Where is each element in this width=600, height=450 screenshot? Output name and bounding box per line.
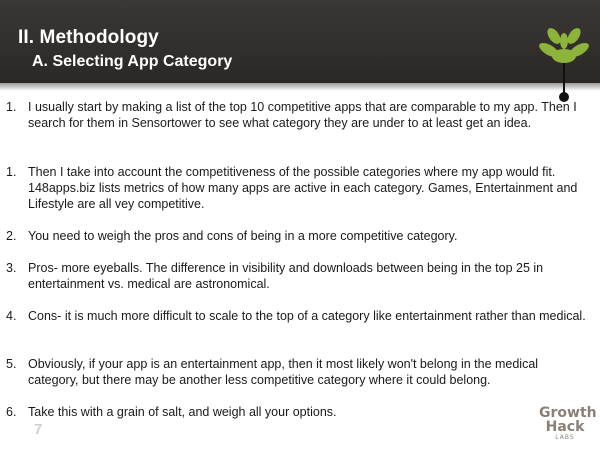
item-text: Cons- it is much more difficult to scale to the top of a category like entertainment rather than medical. (28, 309, 586, 323)
brand-line-hack: Hack (545, 419, 585, 435)
sprout-icon (536, 26, 594, 104)
item-number: 2. (6, 229, 17, 243)
item-number: 6. (6, 405, 17, 419)
item-text: I usually start by making a list of the top 10 competitive apps that are comparable to my app. Then I search for them in Sensortower to see what category they are under to at least get an idea. (28, 100, 577, 130)
item-number: 1. (6, 100, 17, 114)
item-text: Obviously, if your app is an entertainment app, then it most likely won't belong in the medical category, but there may be another less competitive category where it could belong. (28, 357, 539, 387)
item-text: You need to weigh the pros and cons of being in a more competitive category. (28, 229, 458, 243)
item-text: Then I take into account the competitiveness of the possible categories where my app would fit. 148apps.biz lists metrics of how many apps are active in each category. Games, Entertainment and Lifestyle are all vey competitive. (28, 165, 578, 211)
item-text: Take this with a grain of salt, and weigh all your options. (28, 405, 337, 419)
item-number: 5. (6, 357, 17, 371)
item-text: Pros- more eyeballs. The difference in visibility and downloads between being in the top 25 in entertainment vs. medical are astronomical. (28, 261, 544, 291)
page-number: 7 (34, 421, 43, 438)
header-shadow (0, 83, 600, 91)
item-number: 1. (6, 165, 17, 179)
item-number: 3. (6, 261, 17, 275)
item-number: 4. (6, 309, 17, 323)
brand-logo (539, 405, 597, 442)
brand-line-growth: Growth (539, 405, 597, 421)
slide-title: II. Methodology (18, 27, 159, 48)
slide-subtitle: A. Selecting App Category (32, 53, 233, 70)
brand-line-labs: LABS (555, 434, 575, 441)
